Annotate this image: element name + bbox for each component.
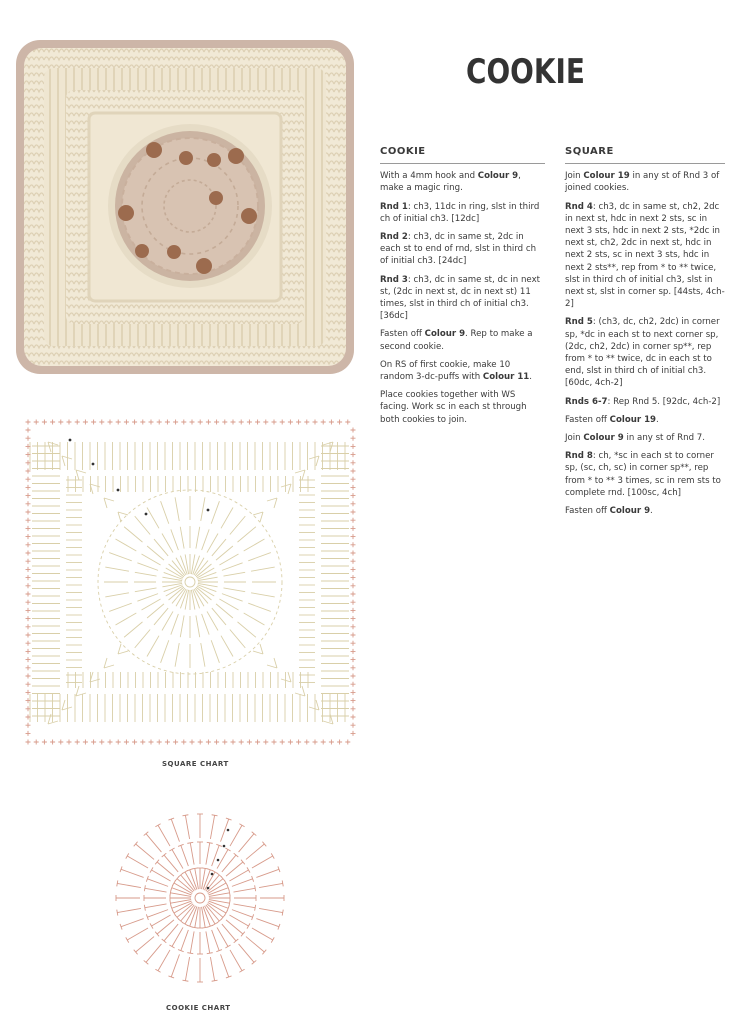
text: . [529,372,533,383]
text: : ch3, dc in same st, 2dc in each st to end of rnd, slst in third ch of initial ch3. [24dc] [380,232,537,267]
bold-text: Rnd 3 [380,274,408,285]
square-paragraph [565,396,725,408]
square-paragraph [565,450,725,499]
square-paragraph [565,201,725,311]
text: in any st of Rnd 3 of joined cookies. [565,171,720,194]
text: : ch3, dc in same st, ch2, 2dc in next st, hdc in next 2 sts, sc in next 3 sts, hdc in next 2 sts, *2dc in next st, ch2, 2dc in next st, hdc in next 2 sts, sc in next 3 sts, hdc in next 2 sts**, rep from * to ** twice, slst in third ch of initial ch3, slst in next st, slst in corner sp. [44sts, 4ch-2] [565,201,725,310]
text: . Rep to make a second cookie. [380,329,533,352]
cookie-heading: COOKIE [380,146,545,164]
text: : ch3, dc in same st, dc in next st, (2dc in next st, dc in next st) 11 times, slst in third ch of initial ch3. [36dc] [380,274,541,322]
text: On RS of first cookie, make 10 random 3-dc-puffs with [380,359,511,383]
cookie-chart-diagram [110,808,290,988]
square-paragraph [565,432,725,444]
cookie-paragraph [380,201,545,225]
square-paragraph [565,170,725,194]
text: Join [565,433,584,444]
bold-text: Colour 9 [424,329,466,340]
text: Join [565,171,584,182]
cookie-instructions [380,146,545,432]
cookie-paragraph [380,389,545,426]
square-chart-caption: SQUARE CHART [162,760,229,768]
text: With a 4mm hook and [380,171,478,182]
cookie-paragraph [380,359,545,383]
bold-text: Rnds 6-7 [565,396,608,407]
bold-text: Colour 9 [609,506,651,517]
text: , make a magic ring. [380,171,521,194]
text: : Rep Rnd 5. [92dc, 4ch-2] [607,396,721,407]
square-heading: SQUARE [565,146,725,164]
bold-text: Rnd 5 [565,317,593,328]
text: . [656,414,659,425]
cookie-chart-caption: COOKIE CHART [166,1004,231,1012]
page-title: COOKIE [466,52,585,92]
granny-square-photo [14,38,356,376]
bold-text: Colour 19 [609,414,657,425]
text: : ch, *sc in each st to corner sp, (sc, ch, sc) in corner sp**, rep from * to ** 3 times, sc in rem sts to complete rnd. [100sc, 4ch] [565,451,721,498]
cookie-paragraph [380,170,545,194]
text: . [650,506,653,517]
bold-text: Colour 19 [583,171,630,182]
bold-text: Colour 11 [482,372,530,383]
text: Place cookies together with WS facing. Work sc in each st through both cookies to join. [380,390,527,425]
bold-text: Rnd 2 [380,232,408,243]
cookie-paragraph [380,274,545,323]
bold-text: Rnd 1 [380,201,408,212]
cookie-paragraph [380,328,545,352]
text: : (ch3, dc, ch2, 2dc) in corner sp, *dc in each st to next corner sp, (2dc, ch2, 2dc) in corner sp**, rep from * to ** twice, dc in each st to end, slst in third ch of initial ch3. [60dc, 4ch-2] [565,317,720,389]
cookie-paragraph [380,231,545,268]
square-paragraph [565,316,725,389]
text: Fasten off [565,414,610,425]
bold-text: Colour 9 [477,171,519,182]
bold-text: Rnd 4 [565,201,593,212]
text: in any st of Rnd 7. [623,433,705,444]
bold-text: Rnd 8 [565,451,593,462]
square-instructions [565,146,725,523]
text: : ch3, 11dc in ring, slst in third ch of initial ch3. [12dc] [380,201,540,224]
square-paragraph [565,505,725,517]
bold-text: Colour 9 [583,433,624,444]
square-paragraph [565,414,725,426]
text: Fasten off [565,506,610,517]
square-chart-diagram [18,412,363,752]
text: Fasten off [380,329,425,340]
